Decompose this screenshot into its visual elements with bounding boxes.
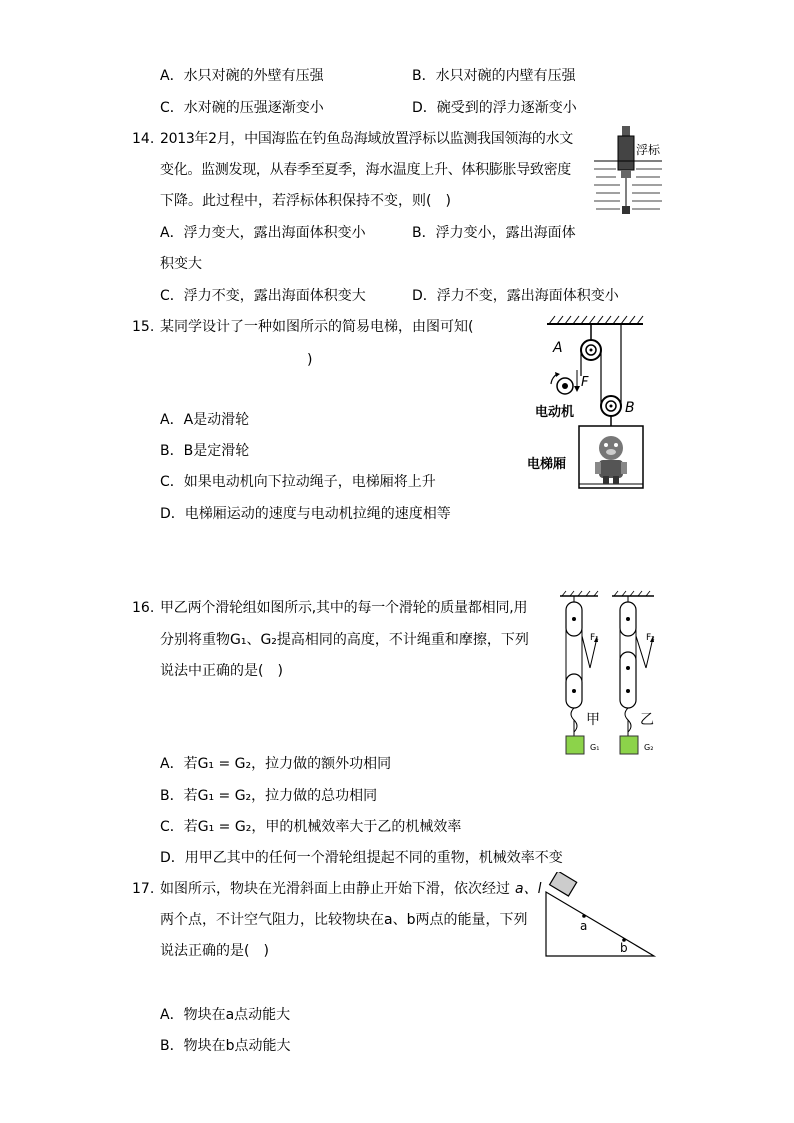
q17-stem-line1: 如图所示，物块在光滑斜面上由静止开始下滑，依次经过 — [160, 881, 510, 897]
q14-number: 14. — [132, 131, 155, 147]
label-a: A — [553, 340, 563, 356]
q15-stem-line2: ) — [307, 352, 313, 368]
q16-option-d: D．用甲乙其中的任何一个滑轮组提起不同的重物，机械效率不变 — [160, 850, 563, 866]
label-g1: G₁ — [590, 743, 600, 752]
buoy-body — [618, 136, 634, 170]
q15-option-b: B．B是定滑轮 — [160, 443, 250, 459]
svg-text:a: a — [580, 919, 588, 933]
label-b: B — [625, 400, 635, 416]
q17-stem-line1-tail: a、l — [515, 881, 542, 897]
sliding-block — [550, 872, 577, 896]
svg-text:F₂: F₂ — [646, 633, 655, 643]
label-car: 电梯厢 — [527, 457, 567, 472]
buoy-anchor — [622, 206, 630, 214]
q13-option-c: C．水对碗的压强逐渐变小 — [160, 100, 324, 116]
label-yi: 乙 — [640, 712, 654, 728]
q14-buoy-figure — [592, 124, 664, 220]
buoy-label: 浮标 — [636, 143, 661, 157]
q16-option-a: A．若G₁ = G₂，拉力做的额外功相同 — [160, 756, 392, 772]
q15-option-d: D．电梯厢运动的速度与电动机拉绳的速度相等 — [160, 506, 451, 522]
label-jia: 甲 — [586, 712, 600, 728]
label-motor: 电动机 — [535, 405, 575, 420]
q15-elevator-figure — [525, 312, 645, 492]
q17-stem-line2: 两个点，不计空气阻力，比较物块在a、b两点的能量，下列 — [160, 912, 528, 928]
q14-stem-line1: 2013年2月，中国海监在钓鱼岛海域放置浮标以监测我国领海的水文 — [160, 131, 573, 147]
label-f: F — [581, 375, 589, 390]
weight-g1 — [566, 736, 584, 754]
q16-pulley-figure — [556, 590, 666, 760]
q16-number: 16. — [132, 600, 155, 616]
q16-stem-line2: 分别将重物G₁、G₂提高相同的高度，不计绳重和摩擦，下列 — [160, 632, 529, 648]
yi-movable-pulley — [620, 652, 636, 708]
q13-option-b: B．水只对碗的内壁有压强 — [412, 68, 576, 84]
svg-text:b: b — [620, 941, 628, 955]
q14-stem-line3: 下降。此过程中，若浮标体积保持不变，则( ) — [160, 193, 451, 209]
svg-text:F₁: F₁ — [590, 633, 599, 643]
point-a — [582, 914, 586, 918]
q14-option-b: B．浮力变小，露出海面体 — [412, 225, 576, 241]
q15-option-a: A．A是动滑轮 — [160, 412, 250, 428]
q17-number: 17. — [132, 881, 155, 897]
q14-option-d: D．浮力不变，露出海面体积变小 — [412, 288, 619, 304]
q16-stem-line1: 甲乙两个滑轮组如图所示,其中的每一个滑轮的质量都相同,用 — [160, 600, 528, 616]
q17-incline-figure — [540, 872, 660, 960]
q17-option-a: A．物块在a点动能大 — [160, 1007, 291, 1023]
q16-option-c: C．若G₁ = G₂，甲的机械效率大于乙的机械效率 — [160, 819, 462, 835]
q16-stem-line3: 说法中正确的是( ) — [160, 663, 283, 679]
label-g2: G₂ — [644, 743, 654, 752]
q15-stem-line1: 某同学设计了一种如图所示的简易电梯，由图可知( — [160, 319, 474, 335]
q13-option-a: A．水只对碗的外壁有压强 — [160, 68, 324, 84]
q14-option-a: A．浮力变大，露出海面体积变小 — [160, 225, 366, 241]
buoy-lower — [621, 170, 631, 178]
q17-stem-line3: 说法正确的是( ) — [160, 943, 269, 959]
q16-option-b: B．若G₁ = G₂，拉力做的总功相同 — [160, 788, 378, 804]
q17-option-b: B．物块在b点动能大 — [160, 1038, 291, 1054]
q15-option-c: C．如果电动机向下拉动绳子，电梯厢将上升 — [160, 474, 436, 490]
q15-number: 15. — [132, 319, 155, 335]
weight-g2 — [620, 736, 638, 754]
q14-stem-line2: 变化。监测发现，从春季至夏季，海水温度上升、体积膨胀导致密度 — [160, 162, 571, 178]
q14-option-c: C．浮力不变，露出海面体积变大 — [160, 288, 366, 304]
q13-option-d: D．碗受到的浮力逐渐变小 — [412, 100, 577, 116]
incline-slope — [546, 892, 654, 956]
q14-option-b-cont: 积变大 — [160, 256, 202, 272]
